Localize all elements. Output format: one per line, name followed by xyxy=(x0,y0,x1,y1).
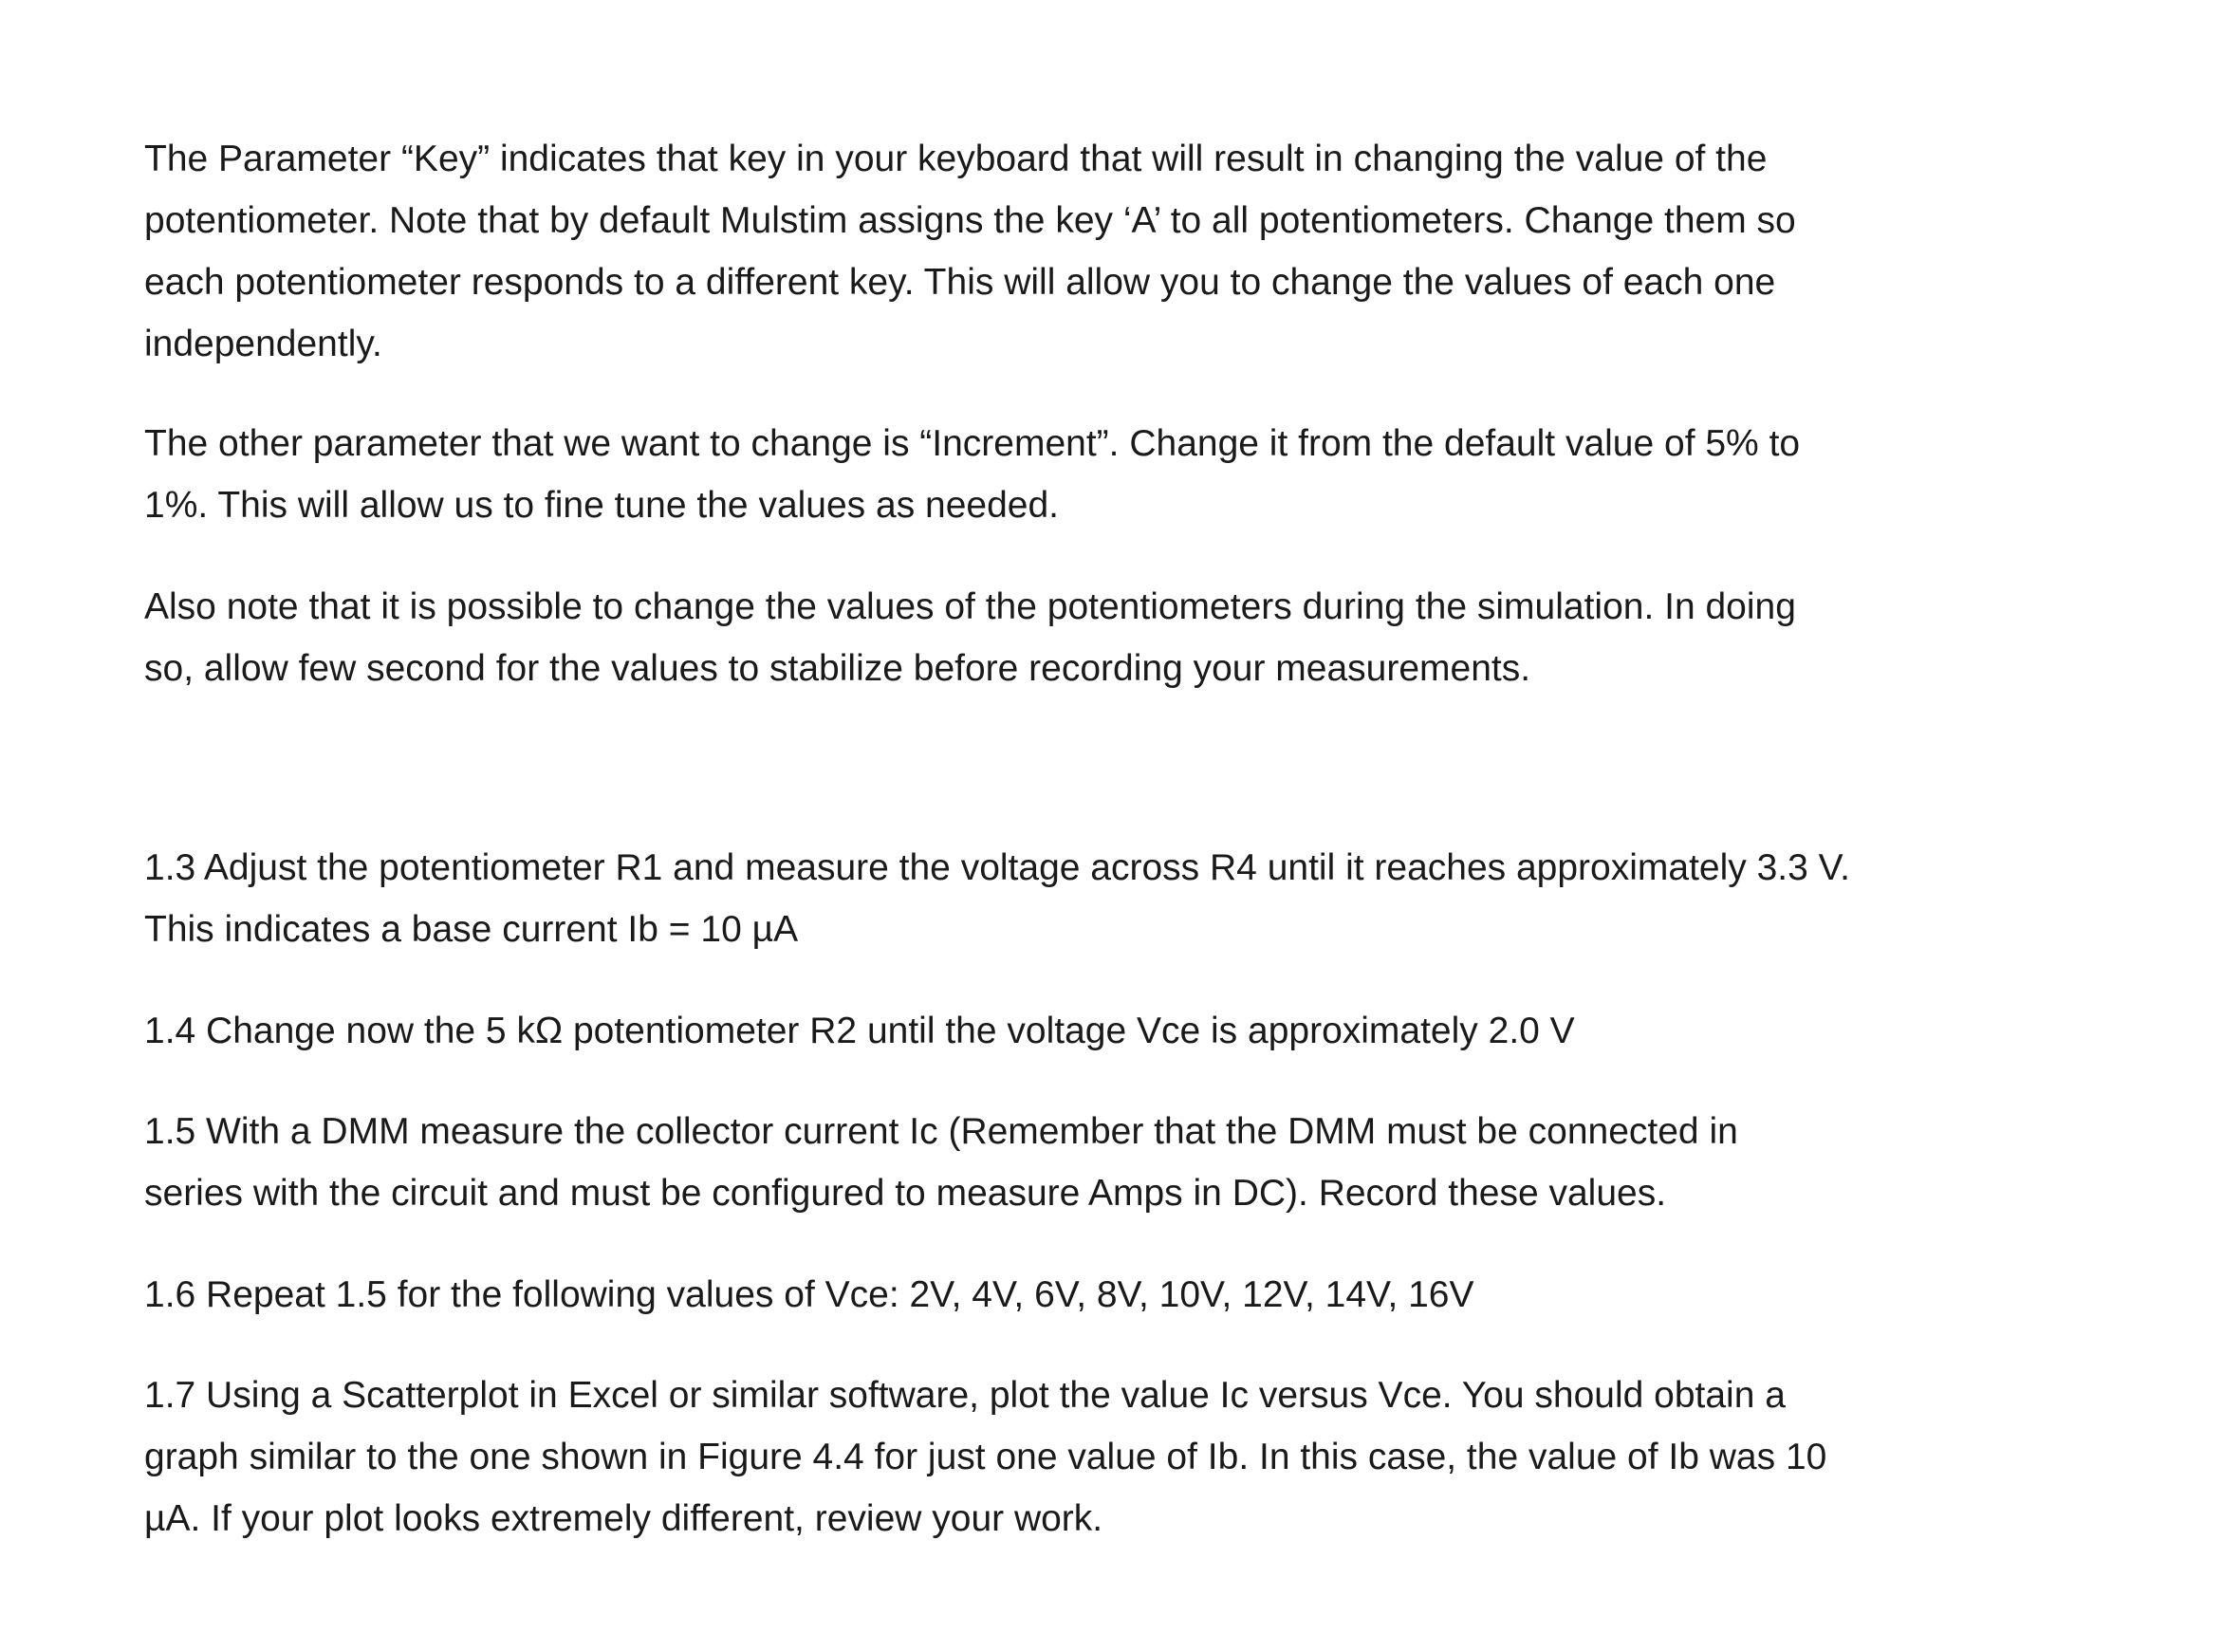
text-line: series with the circuit and must be configured to measure Amps in DC). Record these values. xyxy=(144,1173,1667,1214)
text-line: independently. xyxy=(144,324,382,364)
text-line: 1.6 Repeat 1.5 for the following values of Vce: 2V, 4V, 6V, 8V, 10V, 12V, 14V, 16V xyxy=(144,1274,1474,1315)
paragraph-parameter-key xyxy=(144,128,2118,375)
step-1-6 xyxy=(144,1264,2118,1326)
text-line: 1.5 With a DMM measure the collector current Ic (Remember that the DMM must be connected in xyxy=(144,1111,1738,1152)
text-line: each potentiometer responds to a different key. This will allow you to change the values of each one xyxy=(144,262,1776,303)
text-line: The other parameter that we want to change is “Increment”. Change it from the default value of 5% to xyxy=(144,423,1801,464)
text-line: graph similar to the one shown in Figure 4.4 for just one value of Ib. In this case, the value of Ib was 10 xyxy=(144,1437,1827,1477)
paragraph-simulation-note xyxy=(144,576,2118,699)
step-1-4 xyxy=(144,1000,2118,1062)
text-line: 1.7 Using a Scatterplot in Excel or similar software, plot the value Ic versus Vce. You should obtain a xyxy=(144,1375,1786,1416)
paragraph-increment xyxy=(144,413,2118,536)
step-1-5 xyxy=(144,1101,2118,1224)
text-line: 1.4 Change now the 5 kΩ potentiometer R2 until the voltage Vce is approximately 2.0 V xyxy=(144,1011,1575,1051)
text-line: potentiometer. Note that by default Mulstim assigns the key ‘A’ to all potentiometers. Change them so xyxy=(144,200,1796,241)
step-1-3 xyxy=(144,837,2118,960)
text-line: The Parameter “Key” indicates that key in your keyboard that will result in changing the value of the xyxy=(144,139,1768,179)
text-line: µA. If your plot looks extremely different, review your work. xyxy=(144,1498,1103,1539)
text-line: This indicates a base current Ib = 10 µA xyxy=(144,909,799,950)
step-1-7 xyxy=(144,1364,2118,1550)
text-line: 1.3 Adjust the potentiometer R1 and measure the voltage across R4 until it reaches approximately 3.3 V. xyxy=(144,847,1850,888)
text-line: Also note that it is possible to change the values of the potentiometers during the simulation. In doing xyxy=(144,586,1796,627)
text-line: so, allow few second for the values to stabilize before recording your measurements. xyxy=(144,648,1531,689)
text-line: 1%. This will allow us to fine tune the values as needed. xyxy=(144,485,1060,526)
